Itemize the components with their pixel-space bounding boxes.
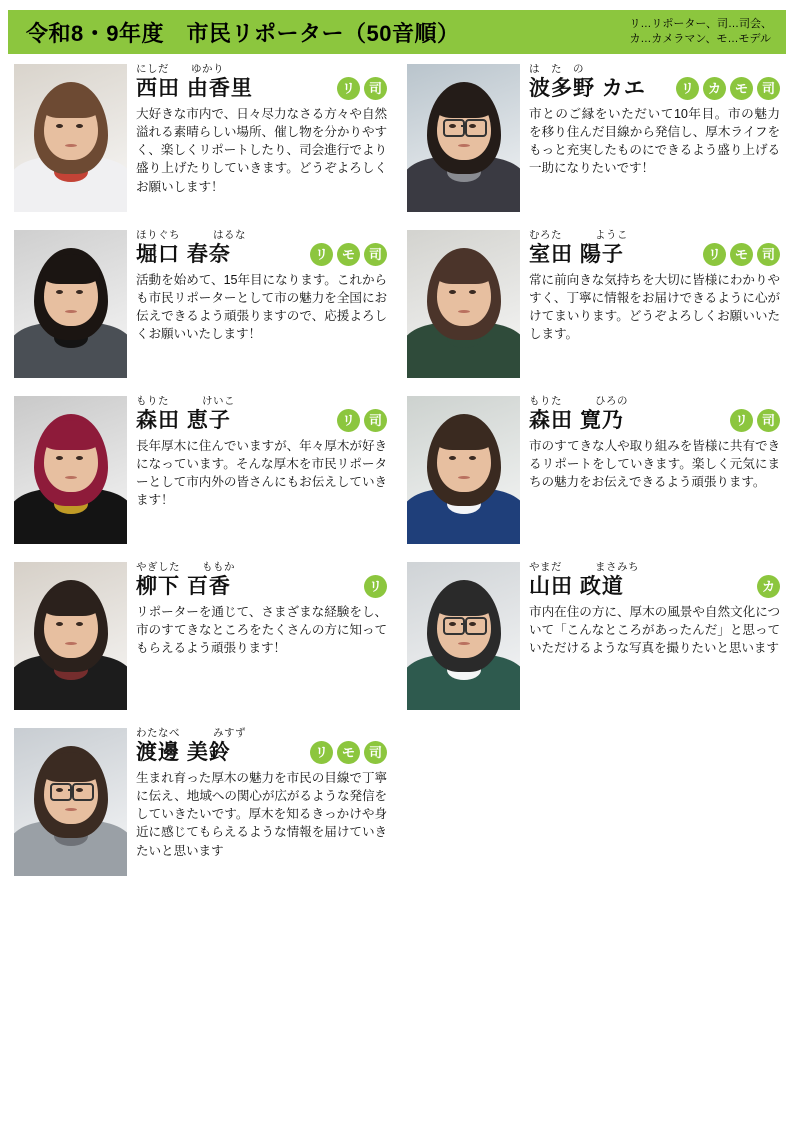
reporter-photo xyxy=(14,230,127,378)
role-badges xyxy=(364,575,387,598)
role-badges xyxy=(703,243,780,266)
reporter-description: 市のすてきな人や取り組みを皆様に共有できるリポートをしていきます。楽しく元気にまちの魅力をお伝えできるよう頑張ります。 xyxy=(529,438,780,490)
reporter-info xyxy=(127,396,387,544)
reporter-info xyxy=(520,64,780,212)
role-legend: リ…リポーター、司…司会、 カ…カメラマン、モ…モデル xyxy=(629,18,772,45)
reporter-name-row xyxy=(529,409,780,433)
reporter-info xyxy=(520,562,780,710)
reporter-name-row xyxy=(136,575,387,599)
reporter-photo xyxy=(407,396,520,544)
reporter-name: 森田 恵子 xyxy=(136,408,231,432)
reporter-photo xyxy=(14,396,127,544)
reporter-furigana: は た の xyxy=(529,63,584,75)
reporter-furigana: もりた けいこ xyxy=(136,395,235,407)
reporter-description: 市内在住の方に、厚木の風景や自然文化について「こんなところがあったんだ」と思っていただけるような写真を撮りたいと思います xyxy=(529,604,780,656)
reporter-description: リポーターを通じて、さまざまな経験をし、市のすてきなところをたくさんの方に知ってもらえるよう頑張ります！ xyxy=(136,604,387,656)
reporter-furigana: わたなべ みすず xyxy=(136,727,247,739)
reporter-furigana: やぎした ももか xyxy=(136,561,235,573)
status-badge: カ xyxy=(757,575,780,598)
reporter-name: 堀口 春奈 xyxy=(136,242,231,266)
status-badge: リ xyxy=(364,575,387,598)
reporter-name: 波多野 カエ xyxy=(529,76,646,100)
status-badge: モ xyxy=(730,243,753,266)
reporter-card xyxy=(14,396,387,544)
portrait-illustration xyxy=(407,64,520,212)
status-badge: 司 xyxy=(364,741,387,764)
reporter-name: 山田 政道 xyxy=(529,574,624,598)
status-badge: リ xyxy=(730,409,753,432)
reporter-card xyxy=(14,64,387,212)
reporter-furigana: むろた ようこ xyxy=(529,229,628,241)
status-badge: リ xyxy=(310,243,333,266)
reporter-description: 市とのご縁をいただいて10年目。市の魅力を移り住んだ目線から発信し、厚木ライフをもっと充実したものにできるよう盛り上げる一助になりたいです！ xyxy=(529,106,780,176)
reporter-info xyxy=(127,230,387,378)
reporter-description: 生まれ育った厚木の魅力を市民の目線で丁寧に伝え、地域への関心が広がるような発信をしていきたいです。厚木を知るきっかけや身近に感じてもらえるような情報を届けていきたいと思います xyxy=(136,770,387,858)
reporter-name: 渡邊 美鈴 xyxy=(136,740,231,764)
status-badge: 司 xyxy=(364,77,387,100)
status-badge: 司 xyxy=(757,243,780,266)
portrait-illustration xyxy=(14,562,127,710)
reporter-furigana: にしだ ゆかり xyxy=(136,63,224,75)
reporter-photo xyxy=(407,230,520,378)
status-badge: モ xyxy=(730,77,753,100)
status-badge: リ xyxy=(703,243,726,266)
reporter-sheet xyxy=(0,64,794,894)
status-badge: 司 xyxy=(757,409,780,432)
reporter-description: 長年厚木に住んでいますが、年々厚木が好きになっています。そんな厚木を市民リポーターとして市内外の皆さんにもお伝えしていきます！ xyxy=(136,438,387,508)
reporter-name: 室田 陽子 xyxy=(529,242,624,266)
role-badges xyxy=(310,243,387,266)
reporter-name: 西田 由香里 xyxy=(136,76,253,100)
status-badge: リ xyxy=(676,77,699,100)
profile-column-left xyxy=(14,64,397,894)
role-badges xyxy=(730,409,780,432)
role-badges xyxy=(337,409,387,432)
page-header xyxy=(8,10,786,54)
reporter-description: 大好きな市内で、日々尽力なさる方々や自然溢れる素晴らしい場所、催し物を分かりやすく、楽しくリポートしたり、司会進行でより盛り上げたりしていきます。どうぞよろしくお願いします！ xyxy=(136,106,387,194)
status-badge: カ xyxy=(703,77,726,100)
reporter-furigana: やまだ まさみち xyxy=(529,561,639,573)
status-badge: モ xyxy=(337,741,360,764)
reporter-description: 活動を始めて、15年目になります。これからも市民リポーターとして市の魅力を全国にお伝えできるよう頑張りますので、応援よろしくお願いいたします！ xyxy=(136,272,387,342)
page-title: 令和8・9年度 市民リポーター（50音順） xyxy=(26,20,460,46)
reporter-name-row xyxy=(136,409,387,433)
portrait-illustration xyxy=(14,64,127,212)
status-badge: 司 xyxy=(757,77,780,100)
role-badges xyxy=(337,77,387,100)
role-badges xyxy=(310,741,387,764)
status-badge: 司 xyxy=(364,243,387,266)
reporter-photo xyxy=(407,562,520,710)
status-badge: 司 xyxy=(364,409,387,432)
reporter-name-row xyxy=(136,741,387,765)
reporter-card xyxy=(407,562,780,710)
reporter-furigana: もりた ひろの xyxy=(529,395,628,407)
reporter-card xyxy=(14,230,387,378)
reporter-photo xyxy=(407,64,520,212)
reporter-name: 森田 寛乃 xyxy=(529,408,624,432)
status-badge: モ xyxy=(337,243,360,266)
portrait-illustration xyxy=(407,230,520,378)
reporter-info xyxy=(520,396,780,544)
status-badge: リ xyxy=(310,741,333,764)
role-badges xyxy=(757,575,780,598)
reporter-card xyxy=(407,230,780,378)
reporter-info xyxy=(520,230,780,378)
reporter-name-row xyxy=(136,77,387,101)
portrait-illustration xyxy=(14,230,127,378)
reporter-photo xyxy=(14,64,127,212)
reporter-card xyxy=(14,728,387,876)
portrait-illustration xyxy=(14,396,127,544)
reporter-name-row xyxy=(529,575,780,599)
reporter-name-row xyxy=(529,243,780,267)
reporter-name: 柳下 百香 xyxy=(136,574,231,598)
reporter-info xyxy=(127,562,387,710)
portrait-illustration xyxy=(407,562,520,710)
reporter-card xyxy=(407,396,780,544)
reporter-name-row xyxy=(529,77,780,101)
reporter-photo xyxy=(14,562,127,710)
portrait-illustration xyxy=(407,396,520,544)
reporter-info xyxy=(127,64,387,212)
role-badges xyxy=(676,77,780,100)
reporter-card xyxy=(407,64,780,212)
portrait-illustration xyxy=(14,728,127,876)
profile-column-right xyxy=(397,64,780,894)
status-badge: リ xyxy=(337,409,360,432)
reporter-info xyxy=(127,728,387,876)
profile-columns xyxy=(0,64,794,894)
reporter-furigana: ほりぐち はるな xyxy=(136,229,246,241)
status-badge: リ xyxy=(337,77,360,100)
reporter-name-row xyxy=(136,243,387,267)
reporter-card xyxy=(14,562,387,710)
reporter-description: 常に前向きな気持ちを大切に皆様にわかりやすく、丁寧に情報をお届けできるように心がけてまいります。どうぞよろしくお願いいたします。 xyxy=(529,272,780,342)
reporter-photo xyxy=(14,728,127,876)
